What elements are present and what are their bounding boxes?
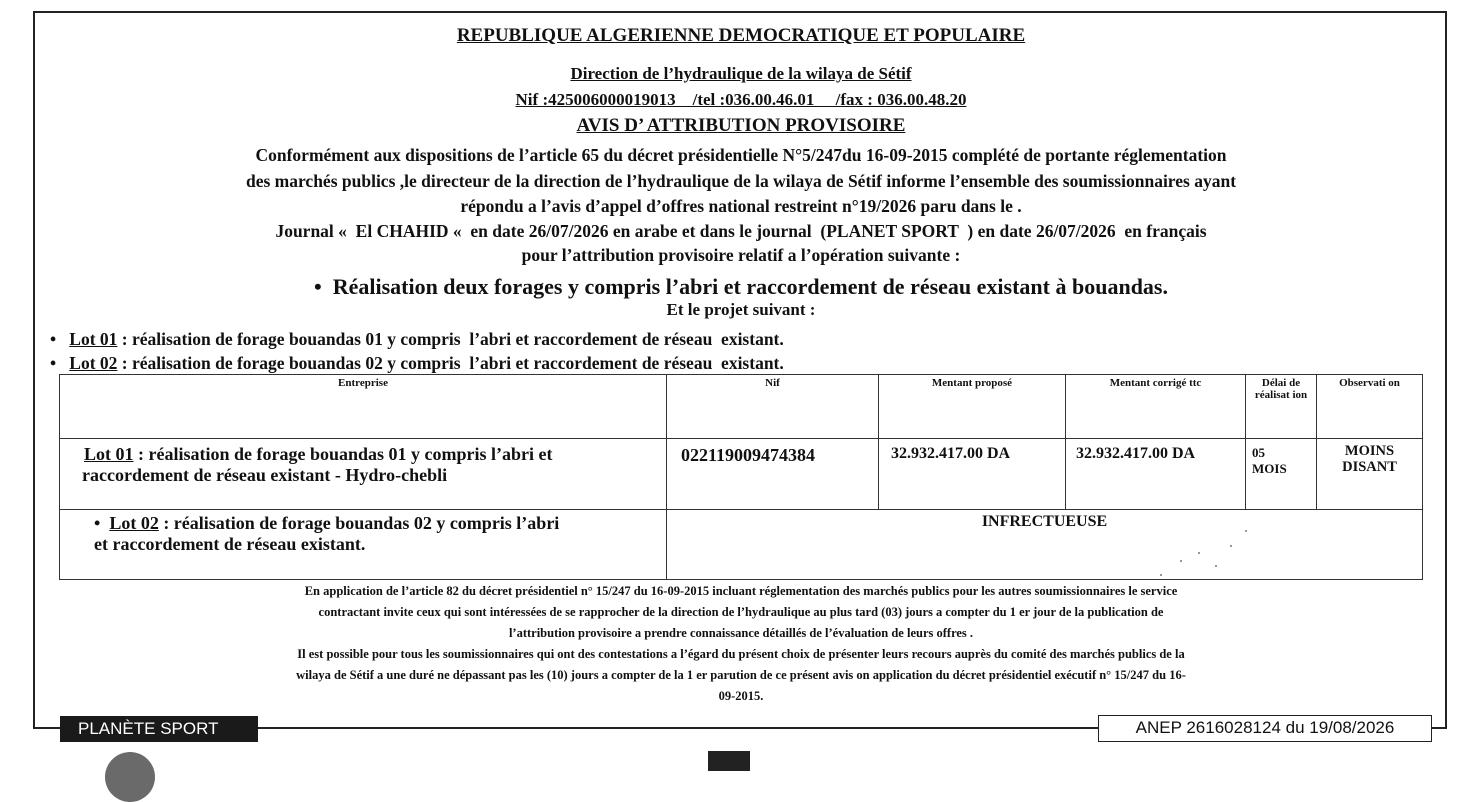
publication-tab: PLANÈTE SPORT (60, 716, 258, 742)
row2-entreprise (60, 510, 667, 580)
project-intro: Et le projet suivant : (666, 300, 816, 319)
direction-name: Direction de l’hydraulique de la wilaya de Sétif (570, 64, 912, 83)
notice-title: AVIS D’ ATTRIBUTION PROVISOIRE (576, 115, 906, 136)
row2-status: INFRECTUEUSE (667, 510, 1423, 580)
intro-line-4: Journal « El CHAHID « en date 26/07/2026 en arabe et dans le journal (PLANET SPORT ) en date 26/07/2026 en français (275, 221, 1207, 241)
scan-speck (1215, 565, 1217, 567)
col-header-delay: Délai de réalisat ion (1246, 375, 1317, 439)
intro-line-3: répondu a l’avis d’appel d’offres national restreint n°19/2026 paru dans le . (460, 196, 1022, 216)
col-header-nif: Nif (667, 375, 879, 439)
lot-text: : réalisation de forage bouandas 01 y compris l’abri et raccordement de réseau existant - Hydro-chebli (82, 444, 553, 485)
page-circle-decoration (105, 752, 155, 802)
col-header-observation: Observati on (1317, 375, 1423, 439)
lot-text: : réalisation de forage bouandas 02 y compris l’abri et raccordement de réseau existant. (117, 353, 784, 373)
col-header-entreprise: Entreprise (60, 375, 667, 439)
page-number-block (708, 751, 750, 771)
attribution-table (59, 374, 1423, 580)
table-row (60, 510, 1423, 580)
scan-speck (1198, 552, 1200, 554)
footer-p2-line-2: wilaya de Sétif a une duré ne dépassant pas les (10) jours a compter de la 1 er parution de ce présent avis on application du décret présidentiel exécutif n° 15/247 du 16- (296, 668, 1186, 682)
footer-p1-line-3: l’attribution provisoire a prendre connaissance détaillés de l’évaluation de leurs offres . (508, 626, 974, 640)
row1-entreprise (60, 439, 667, 510)
scan-speck (1230, 545, 1232, 547)
anep-reference: ANEP 2616028124 du 19/08/2026 (1098, 715, 1432, 742)
footer-p1-line-2: contractant invite ceux qui sont intéressées de se rapprocher de la direction de l’hydraulique au plus tard (03) jours a compter du 1 er jour de la publication de (318, 605, 1164, 619)
footer-p2-line-1: Il est possible pour tous les soumissionnaires qui ont des contestations a l’égard du présent choix de présenter leurs recours auprès du comité des marchés publics de la (297, 647, 1185, 661)
footer-p1-line-1: En application de l’article 82 du décret présidentiel n° 15/247 du 16-09-2015 incluant réglementation des marchés publics pour les autres soumissionnaires le service (304, 584, 1178, 598)
bullet-icon: • (50, 353, 70, 373)
bullet-icon: • (94, 513, 110, 533)
lot-label: Lot 01 (69, 329, 118, 349)
col-header-corrected: Mentant corrigé ttc (1066, 375, 1246, 439)
lot-label: Lot 01 (84, 444, 134, 464)
scan-speck (1245, 530, 1247, 532)
intro-line-5: pour l’attribution provisoire relatif a l’opération suivante : (521, 245, 961, 265)
row1-nif: 022119009474384 (667, 439, 879, 510)
lot-text: : réalisation de forage bouandas 01 y compris l’abri et raccordement de réseau existant. (117, 329, 784, 349)
scan-speck (1180, 560, 1182, 562)
col-header-proposed: Mentant proposé (879, 375, 1066, 439)
lot-label: Lot 02 (69, 353, 118, 373)
lot-label: Lot 02 (109, 513, 159, 533)
row1-delay: 05 MOIS (1246, 439, 1317, 510)
intro-line-1: Conformément aux dispositions de l’article 65 du décret présidentielle N°5/247du 16-09-2015 complété de portante réglementation (255, 145, 1227, 165)
lot-text: : réalisation de forage bouandas 02 y compris l’abri et raccordement de réseau existant. (94, 513, 560, 554)
row1-corrected: 32.932.417.00 DA (1066, 439, 1246, 510)
lot-item (50, 329, 784, 350)
row1-proposed: 32.932.417.00 DA (879, 439, 1066, 510)
table-header-row (60, 375, 1423, 439)
footer-p2-line-3: 09-2015. (718, 689, 764, 703)
contact-line: Nif :425006000019013 /tel :036.00.46.01 /fax : 036.00.48.20 (515, 90, 967, 109)
operation-text: Réalisation deux forages y compris l’abri et raccordement de réseau existant à bouandas. (332, 274, 1168, 299)
intro-line-2: des marchés publics ,le directeur de la direction de l’hydraulique de la wilaya de Sétif informe l’ensemble des soumissionnaires ayant (245, 171, 1237, 191)
bullet-icon: • (50, 329, 70, 349)
table-row (60, 439, 1423, 510)
republic-heading: REPUBLIQUE ALGERIENNE DEMOCRATIQUE ET POPULAIRE (456, 25, 1026, 46)
bullet-icon: • (313, 274, 333, 299)
operation-item (0, 274, 1482, 300)
row1-observation: MOINS DISANT (1317, 439, 1423, 510)
lot-item (50, 353, 784, 374)
scan-speck (1160, 574, 1162, 576)
